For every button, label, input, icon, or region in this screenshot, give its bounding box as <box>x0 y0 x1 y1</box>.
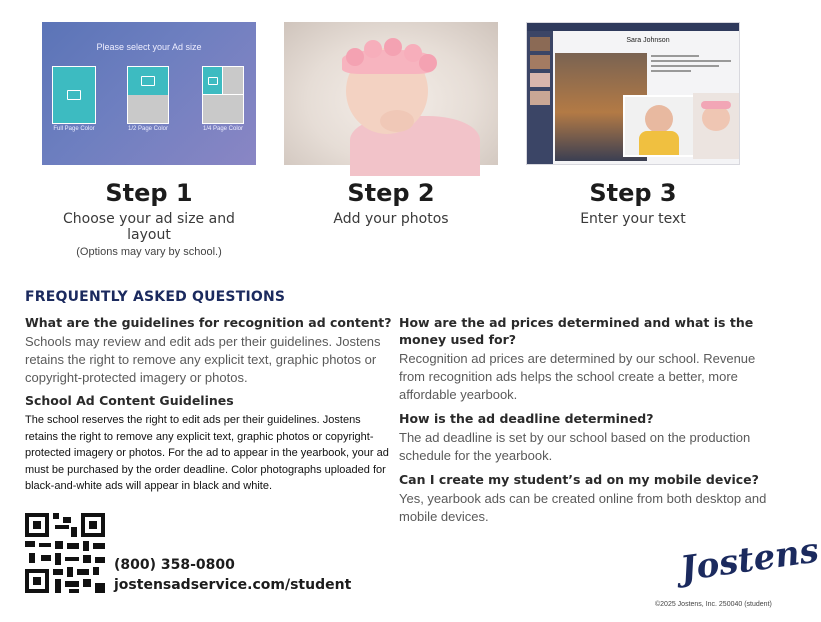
step-2 <box>284 22 498 227</box>
step-3-title: Step 3 <box>589 179 677 207</box>
step-1 <box>42 22 256 258</box>
copyright-text: ©2025 Jostens, Inc. 250040 (student) <box>655 601 772 608</box>
guidelines-heading: School Ad Content Guidelines <box>25 393 234 408</box>
baby-photo <box>284 22 498 165</box>
ad-size-selector-image <box>42 22 256 165</box>
faq-answer: Schools may review and edit ads per their guidelines. Jostens retains the right to remove any explicit text, graphic photos or copyright-protected imagery or photos. <box>25 334 381 385</box>
faq-answer: Recognition ad prices are determined by our school. Revenue from recognition ads helps the school create a better, more affordable yearbook. <box>399 351 756 402</box>
website-link[interactable]: jostensadservice.com/student <box>114 577 352 593</box>
faq-left-column <box>25 314 395 495</box>
quarter-page-option: 1/4 Page Color <box>202 66 244 124</box>
phone-number[interactable]: (800) 358-0800 <box>114 557 235 573</box>
qr-code[interactable] <box>25 513 105 593</box>
step-3-subtitle: Enter your text <box>580 211 686 227</box>
image-icon <box>141 76 155 86</box>
step-1-title: Step 1 <box>105 179 193 207</box>
step-1-subtitle: Choose your ad size and layout <box>63 211 235 243</box>
faq-answer: Yes, yearbook ads can be created online from both desktop and mobile devices. <box>399 491 767 524</box>
step-3 <box>526 22 740 227</box>
faq-question: How is the ad deadline determined? <box>399 411 654 426</box>
image-icon <box>67 90 81 100</box>
step-1-note: (Options may vary by school.) <box>76 246 222 258</box>
ad-name: Sara Johnson <box>626 37 670 44</box>
faq-heading: FREQUENTLY ASKED QUESTIONS <box>25 289 286 305</box>
jostens-logo: Jostens <box>677 530 821 590</box>
step-2-title: Step 2 <box>347 179 435 207</box>
faq-question: Can I create my student’s ad on my mobile device? <box>399 472 759 487</box>
faq-right-column <box>399 314 769 526</box>
full-page-option: Full Page Color <box>52 66 96 124</box>
faq-question: How are the ad prices determined and what is the money used for? <box>399 315 754 347</box>
ad-size-heading: Please select your Ad size <box>96 42 202 52</box>
guidelines-body: The school reserves the right to edit ads per their guidelines. Jostens retains the right to remove any explicit text, graphic photos or copyright-protected imagery or photos. For the ad to appear in the yearbook, your ad must be purchased by the order deadline. Color photographs uploaded for black-and-white ads will appear in black and white. <box>25 414 389 492</box>
step-2-subtitle: Add your photos <box>333 211 449 227</box>
image-icon <box>208 77 218 85</box>
ad-editor-screenshot <box>526 22 740 165</box>
half-page-option: 1/2 Page Color <box>127 66 169 124</box>
faq-answer: The ad deadline is set by our school based on the production schedule for the yearbook. <box>399 430 751 463</box>
faq-question: What are the guidelines for recognition ad content? <box>25 315 392 330</box>
